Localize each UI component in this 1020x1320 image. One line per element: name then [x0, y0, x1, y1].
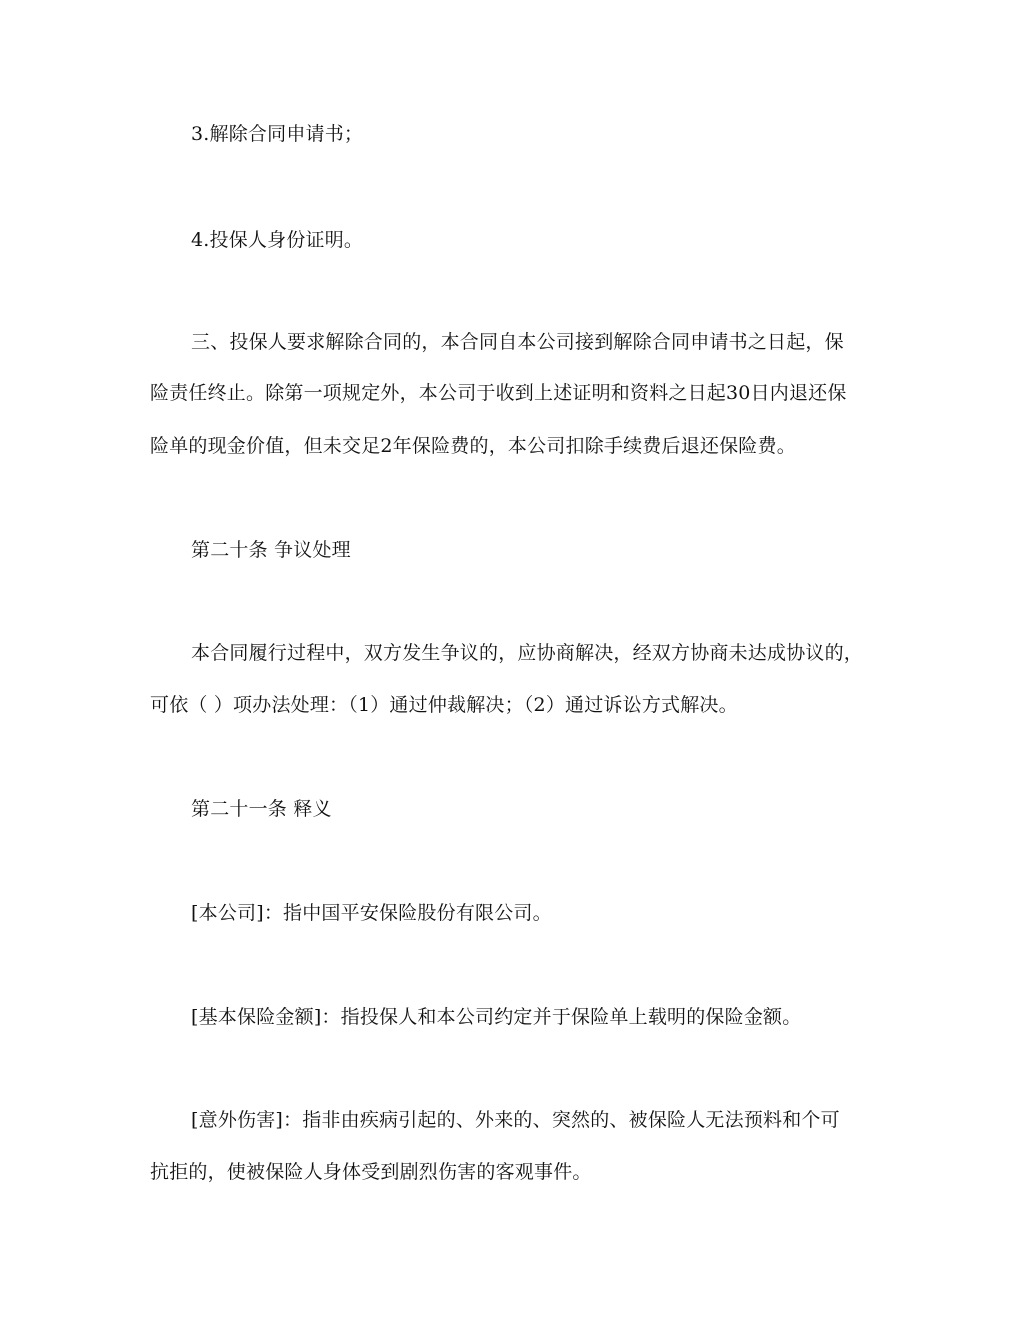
definition-company: [本公司]：指中国平安保险股份有限公司。 — [191, 902, 552, 924]
article-20-title: 第二十条 争议处理 — [191, 539, 351, 561]
list-item-4: 4.投保人身份证明。 — [191, 229, 364, 251]
definition-basic-sum: [基本保险金额]：指投保人和本公司约定并于保险单上载明的保险金额。 — [191, 1006, 802, 1028]
paragraph-3-line-3: 险单的现金价值，但未交足2年保险费的，本公司扣除手续费后退还保险费。 — [150, 435, 796, 457]
article-20-line-1: 本合同履行过程中，双方发生争议的，应协商解决，经双方协商未达成协议的， — [191, 642, 864, 664]
article-20-line-2: 可依（ ）项办法处理：（1）通过仲裁解决；（2）通过诉讼方式解决。 — [150, 694, 738, 716]
definition-accident-line-1: [意外伤害]：指非由疾病引起的、外来的、突然的、被保险人无法预料和个可 — [191, 1109, 840, 1131]
list-item-3: 3.解除合同申请书； — [191, 123, 364, 145]
definition-accident-line-2: 抗拒的，使被保险人身体受到剧烈伤害的客观事件。 — [150, 1161, 592, 1183]
paragraph-3-line-2: 险责任终止。除第一项规定外，本公司于收到上述证明和资料之日起30日内退还保 — [150, 382, 847, 404]
paragraph-3-line-1: 三、投保人要求解除合同的，本合同自本公司接到解除合同申请书之日起，保 — [191, 331, 844, 353]
article-21-title: 第二十一条 释义 — [191, 798, 332, 820]
